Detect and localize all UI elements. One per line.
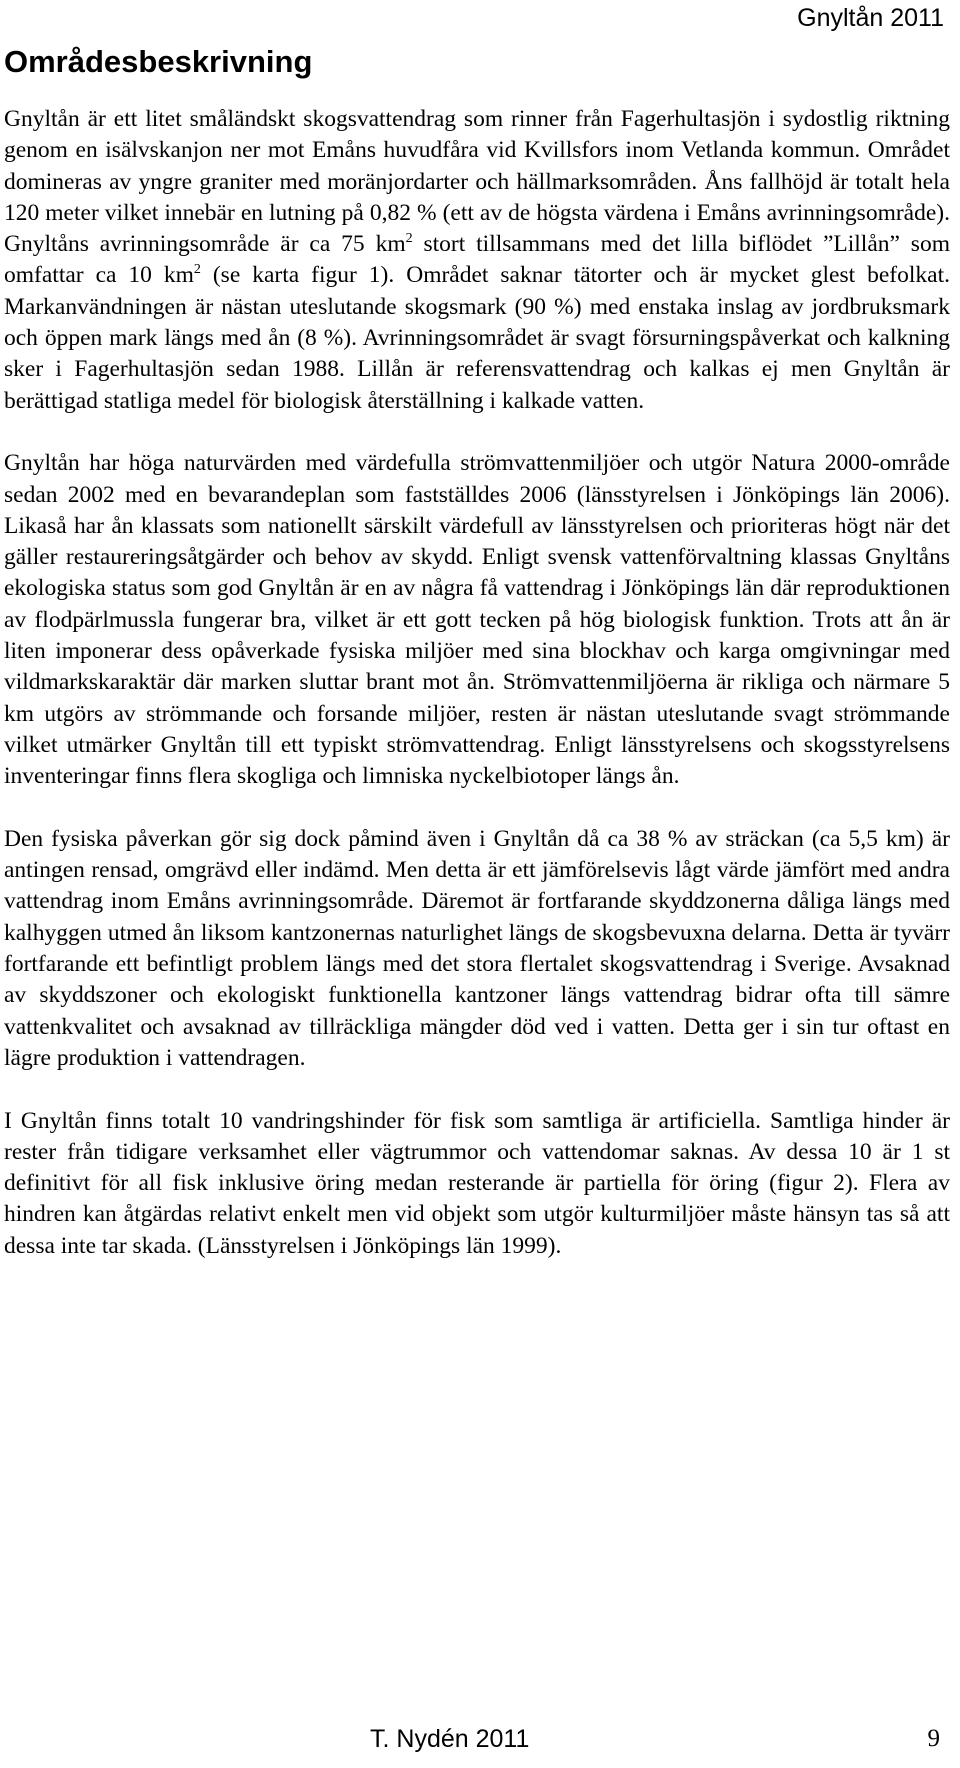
paragraph-4: I Gnyltån finns totalt 10 vandringshinder för fisk som samtliga är artificiella. Samtliga hinder är rester från tidigare verksamhet eller vägtrummor och vattendomar saknas. Av dessa 10 är 1 st definitivt för all fisk inklusive öring medan resterande är partiella för öring (figur 2). Flera av hindren kan åtgärdas relativt enkelt men vid objekt som utgör kulturmiljöer måste hänsyn tas så att dessa inte tar skada. (Länsstyrelsen i Jönköpings län 1999).: [4, 1107, 950, 1259]
superscript-km2: 2: [405, 231, 413, 247]
paragraph-3: Den fysiska påverkan gör sig dock påmind även i Gnyltån då ca 38 % av sträckan (ca 5,5 km) är antingen rensad, omgrävd eller indämd. Men detta är ett jämförelsevis lågt värde jämfört med andra vattendrag inom Emåns avrinningsområde. Däremot är fortfarande skyddzonerna dåliga längs med kalhyggen utmed ån liksom kantzonernas naturlighet längs de skogsbevuxna delarna. Detta är tyvärr fortfarande ett befintligt problem längs med det stora flertalet skogsvattendrag i Sverige. Avsaknad av skyddszoner och ekologiskt funktionella kantzoner längs vattendrag bidrar ofta till sämre vattenkvalitet och avsaknad av tillräckliga mängder död ved i vatten. Detta ger i sin tur oftast en lägre produktion i vattendragen.: [4, 825, 950, 1071]
section-title: Områdesbeskrivning: [4, 44, 313, 79]
paragraph-2: Gnyltån har höga naturvärden med värdefulla strömvattenmiljöer och utgör Natura 2000-område sedan 2002 med en bevarandeplan som fastställdes 2006 (länsstyrelsen i Jönköpings län 2006). Likaså har ån klassats som nationellt särskilt värdefull av länsstyrelsen och prioriteras högt när det gäller restaureringsåtgärder och behov av skydd. Enligt svensk vattenförvaltning klassas Gnyltåns ekologiska status som god Gnyltån är en av några få vattendrag i Jönköpings län där reproduktionen av flodpärlmussla fungerar bra, vilket är ett gott tecken på hög biologisk funktion. Trots att ån är liten imponerar dess opåverkade fysiska miljöer med sina blockhav och karga omgivningar med vildmarkskaraktär där marken sluttar brant mot ån. Strömvattenmiljöerna är rikliga och närmare 5 km utgörs av strömmande och forsande miljöer, resten är nästan uteslutande svagt strömmande vilket utmärker Gnyltån till ett typiskt strömvattendrag. Enligt länsstyrelsens och skogsstyrelsens inventeringar finns flera skogliga och limniska nyckelbiotoper längs ån.: [4, 450, 950, 790]
footer-author: T. Nydén 2011: [370, 1725, 530, 1753]
paragraph-1-text-a: Gnyltån är ett litet småländskt skogsvattendrag som rinner från Fagerhultasjön i sydostlig riktning genom en isälvskanjon ner mot Emåns huvudfåra vid Kvillsfors inom Vetlanda kommun. Området domineras av yngre graniter med moränjordarter och hällmarksområden. Åns fallhöjd är totalt hela 120 meter vilket innebär en lutning på 0,82 % (ett av de högsta värdena i Emåns avrinningsområde). Gnyltåns avrinningsområde är ca 75 km: [4, 106, 950, 258]
running-header: Gnyltån 2011: [797, 4, 944, 32]
body-text: [4, 104, 950, 1293]
paragraph-1-text-c: (se karta figur 1). Området saknar tätorter och är mycket glest befolkat. Markanvändningen är nästan uteslutande skogsmark (90 %) med enstaka inslag av jordbruksmark och öppen mark längs med ån (8 %). Avrinningsområdet är svagt försurningspåverkat och kalkning sker i Fagerhultasjön sedan 1988. Lillån är referensvattendrag och kalkas ej men Gnyltån är berättigad statliga medel för biologisk återställning i kalkade vatten.: [4, 262, 950, 414]
superscript-km2-lillan: 2: [193, 262, 201, 278]
page-number: 9: [927, 1725, 940, 1752]
paragraph-1-text-b: stort tillsammans med det lilla biflödet ”Lillån” som omfattar ca 10 km: [4, 231, 950, 289]
paragraph-1: [4, 104, 950, 417]
